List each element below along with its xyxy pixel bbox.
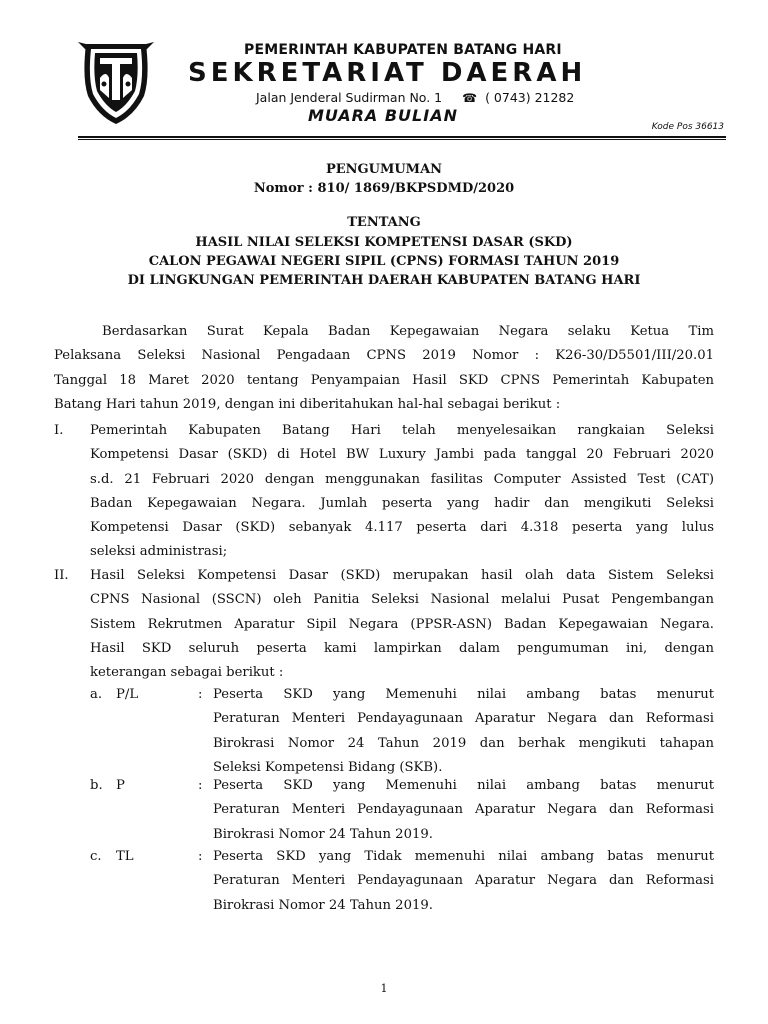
item-text	[90, 419, 714, 565]
paragraph-line: Berdasarkan Surat Kepala Badan Kepegawaian Negara selaku Ketua Tim	[102, 324, 714, 339]
item-line: Pemerintah Kabupaten Batang Hari telah menyelesaikan rangkaian Seleksi	[90, 423, 714, 438]
item-line: CPNS Nasional (SSCN) oleh Panitia Seleksi Nasional melalui Pusat Pengembangan	[90, 592, 714, 608]
item-line: Badan Kepegawaian Negara. Jumlah peserta yang hadir dan mengikuti Seleksi	[90, 495, 714, 511]
category-description	[213, 683, 714, 780]
item-line: Kompetensi Dasar (SKD) sebanyak 4.117 peserta dari 4.318 peserta yang lulus	[90, 520, 714, 536]
item-line: keterangan sebagai berikut :	[90, 665, 284, 681]
category-code: TL	[116, 849, 134, 864]
subject-line: CALON PEGAWAI NEGERI SIPIL (CPNS) FORMASI TAHUN 2019	[148, 254, 620, 269]
category-code: P/L	[116, 687, 139, 702]
item-line: Sistem Rekrutmen Aparatur Sipil Negara (PPSR-ASN) Badan Kepegawaian Negara.	[90, 616, 714, 632]
category-line: Peserta SKD yang Memenuhi nilai ambang batas menurut	[213, 778, 714, 793]
paragraph-line: Batang Hari tahun 2019, dengan ini diberitahukan hal-hal sebagai berikut :	[54, 396, 561, 412]
city-name: MUARA BULIAN	[308, 106, 458, 125]
letterhead-divider-thick	[78, 136, 726, 138]
intro-paragraph	[54, 320, 714, 417]
regency-coat-of-arms-icon	[78, 38, 154, 126]
paragraph-line: Pelaksana Seleksi Nasional Pengadaan CPNS 2019 Nomor : K26-30/D5501/III/20.01	[54, 348, 714, 364]
category-colon: :	[198, 849, 203, 864]
category-colon: :	[198, 778, 203, 793]
page-number: 1	[380, 982, 388, 995]
item-line: seleksi administrasi;	[90, 544, 228, 560]
category-colon: :	[198, 687, 203, 702]
subject-line: HASIL NILAI SELEKSI KOMPETENSI DASAR (SKD)	[195, 235, 573, 250]
item-line: Hasil SKD seluruh peserta kami lampirkan dalam pengumuman ini, dengan	[90, 640, 714, 656]
item-line: s.d. 21 Februari 2020 dengan menggunakan fasilitas Computer Assisted Test (CAT)	[90, 471, 714, 487]
phone-number: ( 0743) 21282	[485, 90, 575, 105]
category-code: P	[116, 778, 125, 793]
category-line: Peraturan Menteri Pendayagunaan Aparatur Negara dan Reformasi	[213, 711, 714, 727]
category-line: Peserta SKD yang Memenuhi nilai ambang batas menurut	[213, 687, 714, 702]
street-address: Jalan Jenderal Sudirman No. 1	[256, 90, 443, 105]
announcement-about: TENTANG	[347, 215, 421, 230]
category-line: Peserta SKD yang Tidak memenuhi nilai ambang batas menurut	[213, 849, 714, 864]
government-name: PEMERINTAH KABUPATEN BATANG HARI	[244, 42, 562, 58]
category-letter: c.	[90, 849, 102, 864]
category-line: Peraturan Menteri Pendayagunaan Aparatur Negara dan Reformasi	[213, 873, 714, 889]
item-number: II.	[54, 568, 69, 583]
category-line: Birokrasi Nomor 24 Tahun 2019.	[213, 826, 433, 842]
category-line: Seleksi Kompetensi Bidang (SKB).	[213, 759, 443, 775]
category-description	[213, 845, 714, 918]
item-number: I.	[54, 423, 64, 438]
category-letter: b.	[90, 778, 103, 793]
address-line	[256, 90, 574, 105]
announcement-number: Nomor : 810/ 1869/BKPSDMD/2020	[253, 181, 515, 196]
item-text	[90, 564, 714, 685]
category-line: Peraturan Menteri Pendayagunaan Aparatur Negara dan Reformasi	[213, 802, 714, 818]
office-name: SEKRETARIAT DAERAH	[188, 58, 587, 88]
paragraph-line: Tanggal 18 Maret 2020 tentang Penyampaian Hasil SKD CPNS Pemerintah Kabupaten	[54, 372, 714, 388]
category-letter: a.	[90, 687, 103, 702]
category-line: Birokrasi Nomor 24 Tahun 2019 dan berhak mengikuti tahapan	[213, 735, 714, 751]
letterhead-divider-thin	[78, 139, 726, 140]
category-description	[213, 774, 714, 847]
postal-code: Kode Pos 36613	[651, 122, 724, 132]
subject-line: DI LINGKUNGAN PEMERINTAH DAERAH KABUPATEN BATANG HARI	[127, 273, 641, 288]
letterhead	[78, 38, 724, 138]
announcement-title: PENGUMUMAN	[325, 162, 443, 177]
item-line: Kompetensi Dasar (SKD) di Hotel BW Luxury Jambi pada tanggal 20 Februari 2020	[90, 447, 714, 463]
category-line: Birokrasi Nomor 24 Tahun 2019.	[213, 897, 433, 913]
item-line: Hasil Seleksi Kompetensi Dasar (SKD) merupakan hasil olah data Sistem Seleksi	[90, 568, 714, 583]
telephone-icon: ☎	[462, 91, 478, 105]
